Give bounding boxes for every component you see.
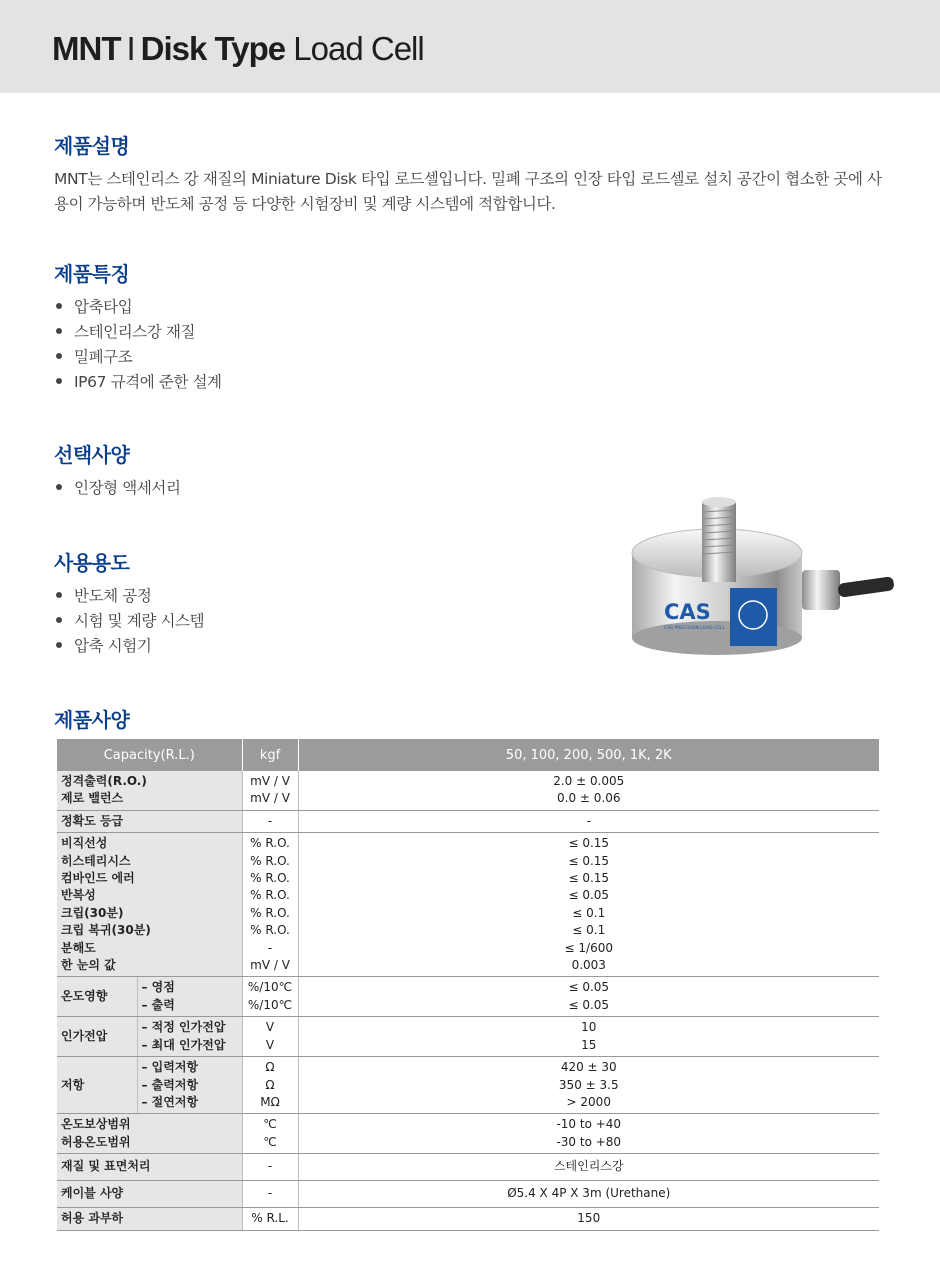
row-value: Ø5.4 X 4P X 3m (Urethane) [298,1181,879,1208]
row-unit: - [242,1154,298,1181]
bullet-icon [56,642,62,648]
cable-gland [802,570,840,610]
table-row [57,810,879,832]
bullet-icon [56,617,62,623]
table-row [57,1114,879,1154]
list-item: 스테인리스강 재질 [54,320,222,345]
row-label: 온도보상범위 허용온도범위 [57,1114,242,1154]
row-value: 10 15 [298,1017,879,1057]
row-label: – 적정 인가전압 – 최대 인가전압 [137,1017,242,1057]
bullet-icon [56,484,62,490]
row-unit: % R.L. [242,1208,298,1230]
row-label: 정확도 등급 [57,810,242,832]
row-unit: % R.O. % R.O. % R.O. % R.O. % R.O. % R.O. - mV / V [242,833,298,977]
row-label: – 영점 – 출력 [137,977,242,1017]
description-text: MNT는 스테인리스 강 재질의 Miniature Disk 타입 로드셀입니다. 밀폐 구조의 인장 타입 로드셀로 설치 공간이 협소한 곳에 사용이 가능하며 반도체 공정 등 다양한 시험장비 및 계량 시스템에 적합합니다. [54,170,882,213]
row-value: 420 ± 30 350 ± 3.5 > 2000 [298,1057,879,1114]
row-unit: ℃ ℃ [242,1114,298,1154]
list-item: 인장형 액세서리 [54,476,181,501]
row-unit: - [242,1181,298,1208]
row-label: 재질 및 표면처리 [57,1154,242,1181]
specs-section [54,704,129,741]
row-label: 허용 과부하 [57,1208,242,1230]
list-item: 밀폐구조 [54,345,222,370]
page-title: MNT I Disk Type Load Cell [52,30,424,67]
row-unit: Ω Ω MΩ [242,1057,298,1114]
row-value: 150 [298,1208,879,1230]
row-label: 비직선성 히스테리시스 컴바인드 에러 반복성 크립(30분) 크립 복귀(30분) 분해도 한 눈의 값 [57,833,242,977]
uses-list [54,584,204,659]
list-item: 시험 및 계량 시스템 [54,609,204,634]
header-capacity: Capacity(R.L.) [57,739,242,771]
row-group-label: 저항 [57,1057,137,1114]
list-item: 압축 시험기 [54,634,204,659]
cable [837,576,894,598]
row-value: ≤ 0.05 ≤ 0.05 [298,977,879,1017]
brand-blue-panel [730,588,777,646]
table-row [57,771,879,810]
row-label: 케이블 사양 [57,1181,242,1208]
row-value: 스테인리스강 [298,1154,879,1181]
table-row [57,977,879,1017]
row-label: 정격출력(R.O.) 제로 밸런스 [57,771,242,810]
table-row [57,1208,879,1230]
spec-table [57,739,879,1231]
product-image [620,488,900,663]
section-heading: 제품특징 [54,262,130,286]
options-section [54,439,181,501]
section-heading: 제품사양 [54,708,130,732]
header-unit: kgf [242,739,298,771]
table-row [57,1057,879,1114]
row-value: 2.0 ± 0.005 0.0 ± 0.06 [298,771,879,810]
features-list [54,295,222,395]
header-value: 50, 100, 200, 500, 1K, 2K [298,739,879,771]
brand-tagline: CAS PRECISION LOAD CELL [664,626,725,631]
section-heading: 선택사양 [54,443,130,467]
row-unit: - [242,810,298,832]
bullet-icon [56,378,62,384]
row-value: ≤ 0.15 ≤ 0.15 ≤ 0.15 ≤ 0.05 ≤ 0.1 ≤ 0.1 ≤ 1/600 0.003 [298,833,879,977]
bullet-icon [56,328,62,334]
list-item: 반도체 공정 [54,584,204,609]
table-row [57,1017,879,1057]
bullet-icon [56,353,62,359]
row-unit: %/10℃ %/10℃ [242,977,298,1017]
table-row [57,833,879,977]
row-unit: V V [242,1017,298,1057]
list-item: IP67 규격에 준한 설계 [54,370,222,395]
row-value: -10 to +40 -30 to +80 [298,1114,879,1154]
features-section [54,258,222,395]
list-item: 압축타입 [54,295,222,320]
row-group-label: 인가전압 [57,1017,137,1057]
table-header-row [57,739,879,771]
row-value: - [298,810,879,832]
section-heading: 제품설명 [54,134,130,158]
bullet-icon [56,592,62,598]
section-heading: 사용용도 [54,551,130,575]
row-unit: mV / V mV / V [242,771,298,810]
row-label: – 입력저항 – 출력저항 – 절연저항 [137,1057,242,1114]
bullet-icon [56,303,62,309]
row-group-label: 온도영향 [57,977,137,1017]
uses-section [54,547,204,659]
brand-logo: CAS [664,600,711,624]
stem-top [702,497,736,507]
options-list [54,476,181,501]
table-row [57,1154,879,1181]
table-row [57,1181,879,1208]
threaded-stem [702,502,736,582]
description-section [54,130,894,217]
